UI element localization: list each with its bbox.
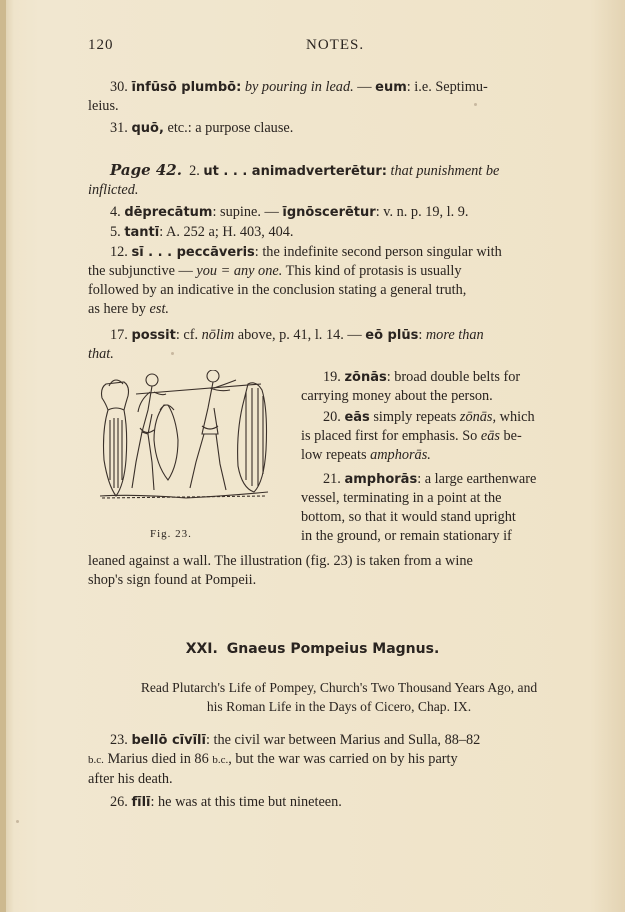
- note-17: 17. possit: cf. nōlim above, p. 41, l. 14. — eō plūs: more than that.: [88, 327, 484, 362]
- page-label: Page 42.: [110, 161, 182, 179]
- note-5: 5. tantī: A. 252 a; H. 403, 404.: [110, 224, 294, 240]
- note-4: 4. dēprecātum: supine. — īgnōscerētur: v. n. p. 19, l. 9.: [110, 204, 469, 220]
- page-edge: [0, 0, 6, 912]
- note-12: 12. sī . . . peccāveris: the indefinite second person singular with the subjunctive — you = any one. This kind of protasis is usually followed by an indicative in the conclusion stating a general truth, as here by est.: [88, 244, 502, 317]
- note-23: 23. bellō cīvīlī: the civil war between Marius and Sulla, 88–82 b.c. Marius died in 86 b.c., but the war was carried on by his party after his death.: [88, 732, 481, 787]
- note-20: 20. eās simply repeats zōnās, which is placed first for emphasis. So eās be- low repeats amphorās.: [301, 409, 535, 463]
- note-19: 19. zōnās: broad double belts for carrying money about the person.: [301, 369, 521, 404]
- note-21-continued: leaned against a wall. The illustration (fig. 23) is taken from a wine shop's sign found at Pompeii.: [88, 553, 473, 588]
- note-26: 26. fīlī: he was at this time but nineteen.: [110, 794, 342, 810]
- note-30: 30. īnfūsō plumbō: by pouring in lead. — eum: i.e. Septimu- leius.: [88, 79, 488, 114]
- reading-note: Read Plutarch's Life of Pompey, Church's Two Thousand Years Ago, and his Roman Life in the Days of Cicero, Chap. IX.: [140, 680, 538, 714]
- figure-caption: Fig. 23.: [150, 528, 192, 540]
- page-42-note-2: Page 42. 2. ut . . . animadverterētur: that punishment be inflicted.: [88, 161, 500, 198]
- paper-speck: [16, 820, 19, 823]
- section-heading: XXI. Gnaeus Pompeius Magnus.: [185, 641, 440, 657]
- amphora-carriers-illustration: [96, 370, 272, 504]
- paper-speck: [474, 103, 477, 106]
- paper-speck: [171, 352, 174, 355]
- running-title: NOTES.: [306, 37, 365, 53]
- page-number: 120: [88, 37, 114, 53]
- note-21: 21. amphorās: a large earthenware vessel, terminating in a point at the bottom, so that it would stand upright in the ground, or remain stationary if: [301, 471, 537, 544]
- note-31: 31. quō, etc.: a purpose clause.: [110, 120, 294, 136]
